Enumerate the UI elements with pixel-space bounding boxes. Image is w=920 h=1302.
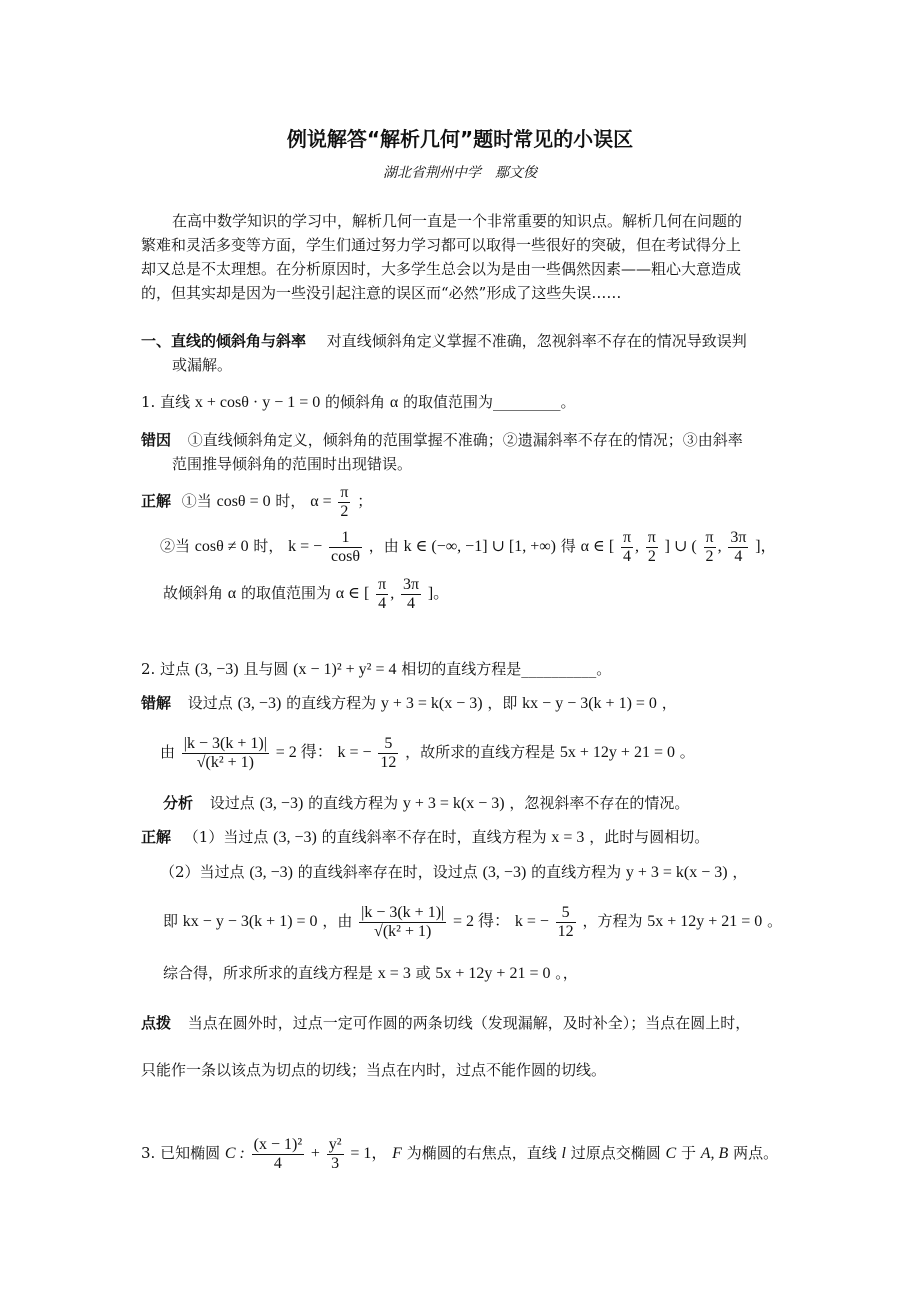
fraction — [359, 904, 446, 941]
math: α = — [310, 493, 332, 510]
text: 两点。 — [733, 1144, 779, 1162]
numerator: |k − 3(k + 1)| — [183, 734, 267, 752]
denominator: √(k² + 1) — [374, 922, 432, 940]
text: 综合得，所求所求的直线方程是 — [163, 964, 374, 982]
math: ]， — [755, 538, 777, 555]
text: 即 — [163, 912, 179, 930]
math: (3, −3) — [482, 864, 527, 881]
math: k = − — [514, 913, 549, 930]
text: 。 — [767, 912, 783, 930]
text: 的直线斜率存在时，设过点 — [297, 863, 478, 881]
fraction — [378, 735, 398, 772]
math: y + 3 = k(x − 3) — [402, 795, 505, 812]
denominator: 12 — [380, 753, 397, 771]
math: y + 3 = k(x − 3) — [625, 864, 728, 881]
q2-summary-line — [163, 963, 578, 984]
math: cosθ = 0 — [216, 493, 271, 510]
numerator: 5 — [556, 904, 576, 923]
text: 由 — [160, 743, 176, 761]
text: （1）当过点 — [183, 828, 269, 846]
text: 故倾斜角 — [163, 584, 224, 602]
math: k ∈ (−∞, −1] ∪ [1, +∞) — [403, 538, 557, 555]
text: 且与圆 — [243, 660, 289, 678]
error-label: 错因 — [141, 431, 172, 449]
section-heading: 一、直线的倾斜角与斜率 — [141, 332, 307, 350]
text: 。， — [555, 964, 578, 982]
denominator: cosθ — [330, 547, 360, 565]
math: α ∈ [ — [335, 585, 370, 602]
text: 3. 已知椭圆 — [141, 1144, 221, 1162]
denominator: 4 — [378, 594, 387, 612]
numerator: 5 — [378, 735, 398, 754]
text: 设过点 — [187, 694, 233, 712]
text: 的直线方程为 — [308, 794, 399, 812]
denominator: 12 — [557, 922, 574, 940]
page-title: 例说解答“解析几何”题时常见的小误区 — [286, 127, 634, 151]
text: 于 — [680, 1144, 696, 1162]
text: ，由 — [322, 912, 353, 930]
q1-prefix: 1. 直线 — [141, 393, 191, 411]
q1-alpha: α — [389, 394, 399, 411]
text: 设过点 — [209, 794, 255, 812]
numerator: (x − 1)² — [253, 1135, 303, 1153]
text: 2. 过点 — [141, 660, 191, 678]
math: y + 3 = k(x − 3) — [380, 695, 483, 712]
text: ， — [661, 694, 677, 712]
solution-label: 正解 — [141, 492, 172, 510]
math: α ∈ [ — [580, 538, 615, 555]
numerator: π — [340, 483, 349, 501]
denominator: √(k² + 1) — [196, 753, 254, 771]
text: 的直线方程为 — [286, 694, 377, 712]
text: ②当 — [160, 537, 191, 555]
tip-label: 点拨 — [141, 1014, 172, 1032]
denominator: 2 — [340, 502, 349, 520]
intro-line-3: 却又总是不太理想。在分析原因时，大多学生总会以为是由一些偶然因素——粗心大意造成 — [141, 260, 742, 278]
solution-label: 正解 — [141, 828, 172, 846]
q2-wrong-line-2 — [160, 733, 695, 772]
fraction — [329, 529, 362, 566]
denominator: 4 — [273, 1154, 282, 1172]
q1-error-line-2: 范围推导倾斜角的范围时出现错误。 — [172, 455, 413, 473]
fraction — [401, 576, 421, 613]
math: F — [392, 1145, 402, 1162]
q2-solution-line-1 — [141, 827, 709, 848]
text: ，忽视斜率不存在的情况。 — [509, 794, 690, 812]
fraction — [338, 484, 350, 521]
math: x = 3 — [377, 965, 411, 982]
fraction — [327, 1136, 344, 1173]
section-desc: 对直线倾斜角定义掌握不准确，忽视斜率不存在的情况导致误判 — [326, 332, 747, 350]
fraction — [182, 735, 269, 772]
tip-line-2: 只能作一条以该点为切点的切线；当点在内时，过点不能作圆的切线。 — [141, 1061, 607, 1079]
text: ，故所求的直线方程是 — [405, 743, 556, 761]
q2-analysis-line — [163, 793, 689, 814]
math: = 1， — [350, 1145, 388, 1162]
text: 相切的直线方程是__________。 — [401, 660, 612, 678]
math: C — [665, 1145, 677, 1162]
math: C : — [224, 1145, 245, 1162]
math: ]。 — [427, 585, 450, 602]
author-line: 湖北省荆州中学 鄢文俊 — [383, 165, 537, 181]
numerator: |k − 3(k + 1)| — [361, 903, 445, 921]
math: (3, −3) — [249, 864, 294, 881]
text: 为椭圆的右焦点，直线 — [406, 1144, 557, 1162]
math: α — [227, 585, 237, 602]
text: ， — [732, 863, 748, 881]
analysis-label: 分析 — [163, 794, 194, 812]
q1-stem — [141, 392, 576, 413]
math: + — [310, 1145, 320, 1162]
section-1-heading-line — [141, 331, 747, 351]
math: A, B — [700, 1145, 729, 1162]
q2-solution-line-3 — [163, 902, 782, 941]
text: 的取值范围为 — [240, 584, 331, 602]
intro-line-4: 的，但其实却是因为一些没引起注意的误区而“必然”形成了这些失误…… — [141, 284, 622, 302]
text: 的直线方程为 — [531, 863, 622, 881]
math: 5x + 12y + 21 = 0 — [435, 965, 551, 982]
math: (3, −3) — [237, 695, 282, 712]
numerator: 3π — [730, 528, 747, 546]
numerator: π — [647, 528, 656, 546]
text: ，此时与圆相切。 — [589, 828, 710, 846]
tip-text-1: 当点在圆外时，过点一定可作圆的两条切线（发现漏解，及时补全）；当点在圆上时， — [187, 1014, 751, 1032]
q2-solution-line-2 — [160, 862, 747, 883]
text: 。 — [679, 743, 695, 761]
math: = 2 得： — [275, 744, 333, 761]
text: 得 — [560, 537, 576, 555]
text: 时， — [275, 492, 306, 510]
text: 过原点交椭圆 — [570, 1144, 661, 1162]
math: k = − — [337, 744, 372, 761]
text: ，即 — [487, 694, 518, 712]
denominator: 4 — [734, 547, 743, 565]
denominator: 2 — [705, 547, 714, 565]
fraction — [646, 529, 658, 566]
text: 或 — [415, 964, 431, 982]
text: ，方程为 — [582, 912, 643, 930]
intro-line-2: 繁难和灵活多变等方面，学生们通过努力学习都可以取得一些很好的突破，但在考试得分上 — [141, 236, 742, 254]
q1-mid: 的倾斜角 — [325, 393, 386, 411]
math: x = 3 — [551, 829, 585, 846]
math: (x − 1)² + y² = 4 — [293, 661, 397, 678]
numerator: π — [378, 575, 387, 593]
math: kx − y − 3(k + 1) = 0 — [182, 913, 318, 930]
q2-wrong-line-1 — [141, 693, 677, 714]
math: ] ∪ ( — [664, 538, 697, 555]
denominator: 2 — [647, 547, 656, 565]
q1-expr: x + cosθ · y − 1 = 0 — [194, 394, 321, 411]
q2-stem — [141, 659, 611, 680]
error-text-1: ①直线倾斜角定义，倾斜角的范围掌握不准确；②遗漏斜率不存在的情况；③由斜率 — [187, 431, 743, 449]
math: kx − y − 3(k + 1) = 0 — [522, 695, 657, 712]
q1-solution-line-2: ②当 cosθ ≠ 0 时， k = − $\frac{1}{\cos\theta}$ ，由 k ∈ (−∞, −1] ∪ [1, +∞) 得 α ∈ [ $\frac{\pi}{4}$ , $\frac{\pi}{2}$ ] ∪ ( $\frac{\pi}{2}$ , $\frac{3\pi}{4}$ ]， — [160, 528, 777, 565]
q3-stem — [141, 1133, 778, 1174]
text: 时， — [253, 537, 284, 555]
text: ①当 — [181, 492, 212, 510]
numerator: π — [622, 528, 632, 546]
text: ，由 — [368, 537, 399, 555]
math: = 2 得： — [453, 913, 511, 930]
q1-solution-line-1: 正解 ①当 cosθ = 0 时， α = $\frac{\pi}{2}$ ； — [141, 483, 373, 520]
q1-solution-line-3: 故倾斜角 α 的取值范围为 α ∈ [ $\frac{\pi}{4}$ , $\frac{3\pi}{4}$ ]。 — [163, 575, 450, 612]
denominator: 4 — [407, 594, 415, 612]
math: 5x + 12y + 21 = 0 — [559, 744, 675, 761]
q1-error-line-1 — [141, 430, 743, 450]
q1-suffix: 的取值范围为_________。 — [403, 393, 576, 411]
text: （2）当过点 — [160, 863, 245, 881]
tip-line-1 — [141, 1013, 750, 1033]
math: (3, −3) — [194, 661, 239, 678]
math: k = − — [288, 538, 323, 555]
wrong-label: 错解 — [141, 694, 172, 712]
fraction — [704, 529, 716, 566]
text: 的直线斜率不存在时，直线方程为 — [321, 828, 547, 846]
math: cosθ ≠ 0 — [194, 538, 249, 555]
math: (3, −3) — [273, 829, 317, 846]
fraction — [376, 576, 388, 613]
fraction — [621, 529, 633, 566]
denominator: 4 — [622, 547, 631, 565]
fraction — [728, 529, 748, 566]
numerator: 3π — [402, 575, 420, 593]
math: l — [561, 1145, 566, 1162]
math: (3, −3) — [259, 795, 304, 812]
numerator: π — [705, 528, 714, 546]
intro-line-1: 在高中数学知识的学习中，解析几何一直是一个非常重要的知识点。解析几何在问题的 — [172, 212, 743, 230]
section-desc-cont: 或漏解。 — [172, 356, 233, 374]
math: 5x + 12y + 21 = 0 — [647, 913, 763, 930]
fraction — [252, 1136, 304, 1173]
denominator: 3 — [331, 1154, 340, 1172]
fraction — [556, 904, 576, 941]
numerator: y² — [328, 1135, 342, 1153]
numerator: 1 — [329, 529, 362, 548]
